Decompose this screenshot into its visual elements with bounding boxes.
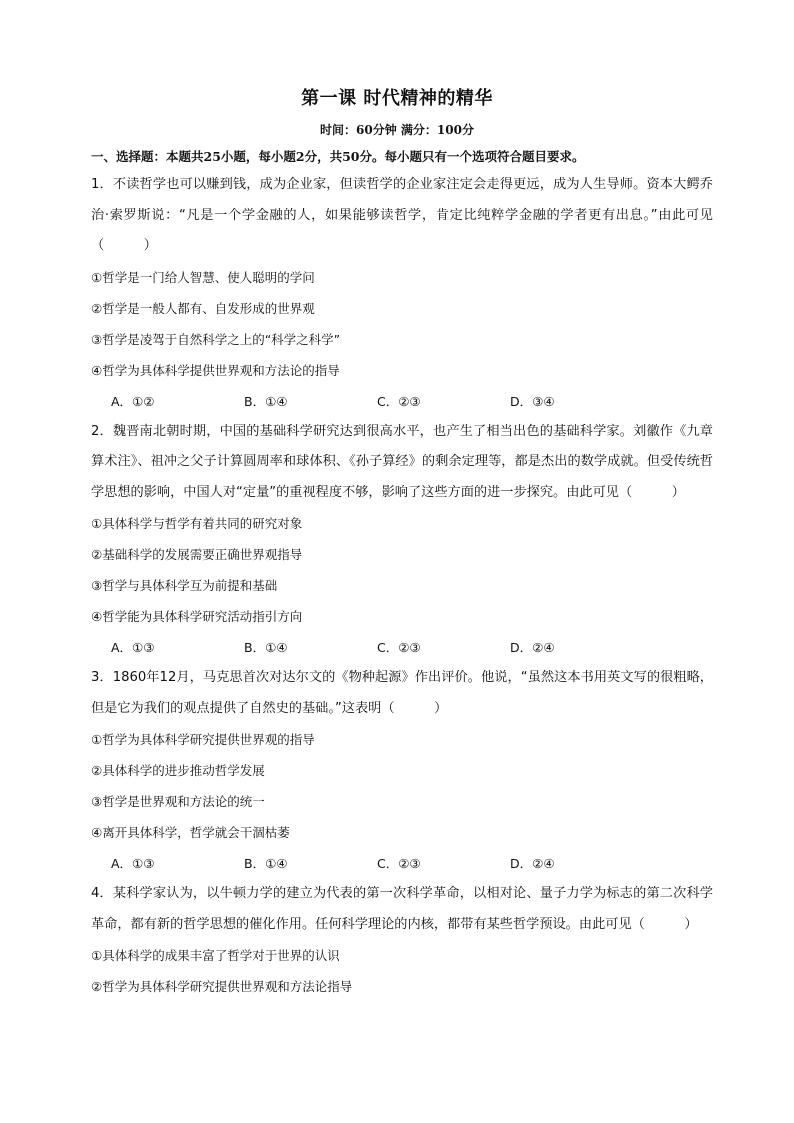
choice-d: D．②④ (510, 856, 555, 871)
choice-d: D．③④ (510, 393, 555, 409)
statement-option: ①哲学是一门给人智慧、使人聪明的学问 (91, 269, 315, 285)
question-3 (91, 663, 713, 879)
answer-choices (91, 848, 713, 879)
section-heading: 一、选择题：本题共25小题，每小题2分，共50分。每小题只有一个选项符合题目要求。 (91, 149, 585, 164)
choice-c: C．②③ (377, 393, 421, 409)
statement-option: ④哲学为具体科学提供世界观和方法论的指导 (91, 362, 340, 378)
choice-b: B．①④ (244, 856, 288, 871)
choice-a: A．①③ (111, 856, 155, 871)
question-stem: 2．魏晋南北朝时期，中国的基础科学研究达到很高水平，也产生了相当出色的基础科学家。刘徽作《九章算术注》、祖冲之父子计算圆周率和球体积、《孙子算经》的剩余定理等，都是杰出的数学成就。但受传统哲学思想的影响，中国人对“定量”的重视程度不够，影响了这些方面的进一步探究。由此可见（ ） (91, 423, 713, 500)
exam-meta: 时间：60分钟 满分：100分 (320, 123, 474, 137)
statement-option: ②哲学为具体科学研究提供世界观和方法论指导 (91, 979, 353, 994)
question-stem: 1．不读哲学也可以赚到钱，成为企业家，但读哲学的企业家注定会走得更远，成为人生导师。资本大鳄乔治·索罗斯说：“凡是一个学金融的人，如果能够读哲学，肯定比纯粹学金融的学者更有出息。”由此可见（ ） (91, 177, 713, 253)
choice-c: C．②③ (377, 640, 421, 655)
choice-a: A．①③ (111, 640, 155, 655)
answer-choices (91, 386, 713, 417)
statement-option: ②基础科学的发展需要正确世界观指导 (91, 547, 303, 562)
question-list (91, 170, 713, 1002)
statement-option: ③哲学是凌驾于自然科学之上的“科学之科学” (91, 331, 341, 347)
choice-a: A．①② (111, 393, 155, 409)
choice-c: C．②③ (377, 856, 421, 871)
choice-b: B．①④ (244, 640, 288, 655)
statement-option: ②哲学是一般人都有、自发形成的世界观 (91, 300, 315, 316)
choice-d: D．②④ (510, 640, 555, 655)
statement-option: ①具体科学与哲学有着共同的研究对象 (91, 516, 303, 531)
choice-b: B．①④ (244, 393, 288, 409)
statement-option: ①具体科学的成果丰富了哲学对于世界的认识 (91, 948, 340, 963)
question-1 (91, 170, 713, 417)
statement-option: ④哲学能为具体科学研究活动指引方向 (91, 609, 303, 624)
question-4 (91, 879, 713, 1002)
statement-option: ④离开具体科学，哲学就会干涸枯萎 (91, 825, 290, 840)
statement-option: ③哲学是世界观和方法论的统一 (91, 794, 265, 809)
statement-option: ③哲学与具体科学互为前提和基础 (91, 578, 278, 593)
question-2 (91, 417, 713, 664)
statement-option: ①哲学为具体科学研究提供世界观的指导 (91, 732, 315, 747)
page-title: 第一课 时代精神的精华 (301, 88, 493, 109)
statement-option: ②具体科学的进步推动哲学发展 (91, 763, 265, 778)
question-stem: 4．某科学家认为，以牛顿力学的建立为代表的第一次科学革命，以相对论、量子力学为标志的第二次科学革命，都有新的哲学思想的催化作用。任何科学理论的内核，都带有某些哲学预设。由此可见（ ） (91, 886, 713, 932)
question-stem: 3．1860年12月，马克思首次对达尔文的《物种起源》作出评价。他说，“虽然这本书用英文写的很粗略，但是它为我们的观点提供了自然史的基础。”这表明（ ） (91, 670, 713, 716)
answer-choices (91, 632, 713, 663)
